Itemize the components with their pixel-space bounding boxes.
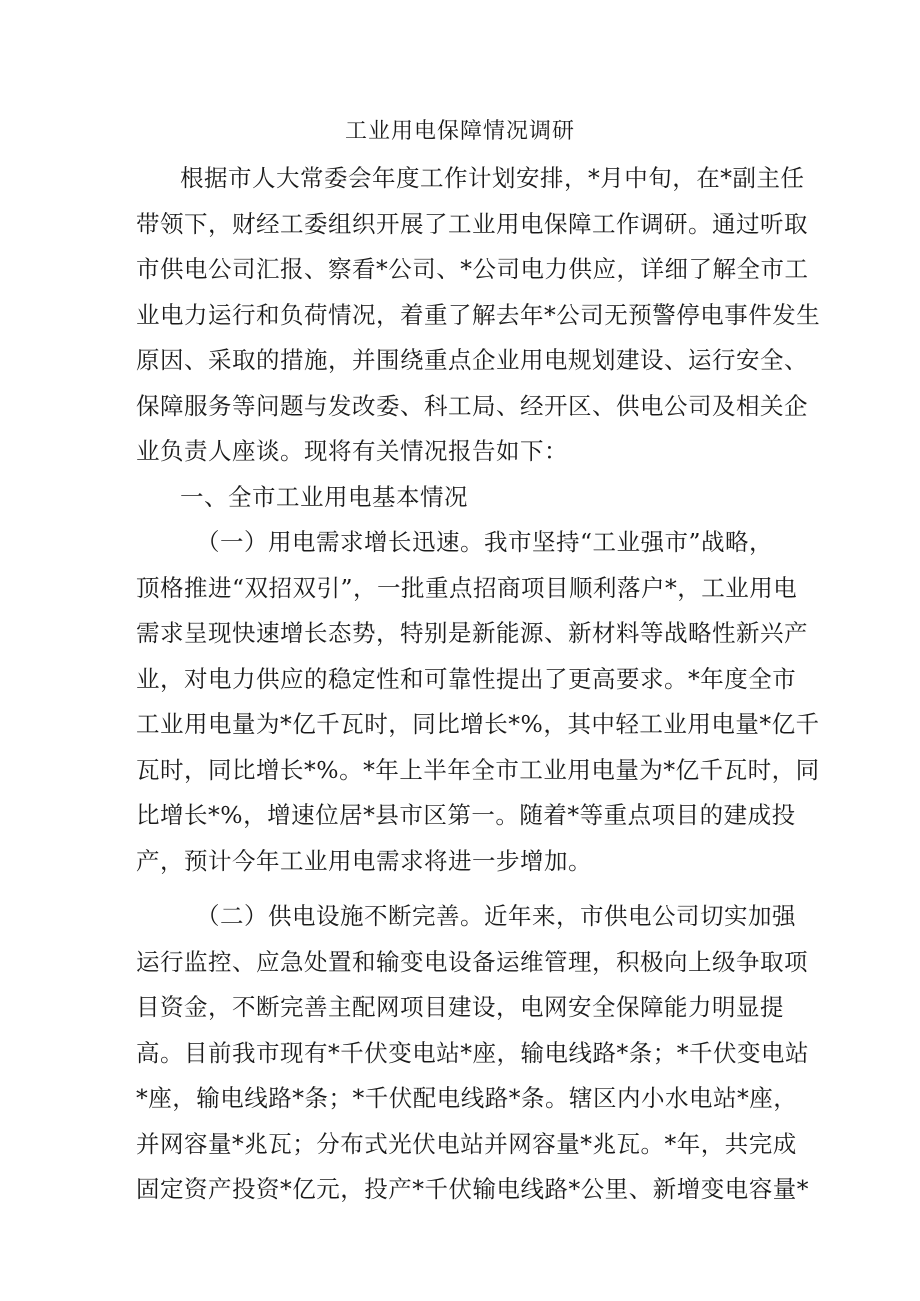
document-title: 工业用电保障情况调研: [344, 119, 575, 144]
paragraph-line: 比增长*%，增速位居*县市区第一。随着*等重点项目的建成投: [136, 801, 796, 829]
paragraph-line: 产，预计今年工业用电需求将进一步增加。: [136, 846, 592, 875]
section-heading: 一、全市工业用电基本情况: [180, 482, 468, 511]
paragraph-gap: [136, 884, 796, 894]
paragraph-line: 顶格推进“双招双引”，一批重点招商项目顺利落户*，工业用电: [136, 573, 798, 602]
subsection-line: （一）用电需求增长迅速。我市坚持“工业强市”战略，: [196, 528, 774, 556]
paragraph-line: 根据市人大常委会年度工作计划安排，*月中旬，在*副主任: [180, 164, 805, 192]
paragraph-line: 瓦时，同比增长*%。*年上半年全市工业用电量为*亿千瓦时，同: [136, 755, 820, 784]
document-body: [136, 156, 821, 1213]
paragraph-line: 带领下，财经工委组织开展了工业用电保障工作调研。通过听取: [136, 209, 808, 238]
paragraph-line: 业，对电力供应的稳定性和可靠性提出了更高要求。*年度全市: [136, 664, 797, 693]
paragraph-line: *座，输电线路*条；*千伏配电线路*条。辖区内小水电站*座，: [136, 1084, 798, 1112]
paragraph-line: 需求呈现快速增长态势，特别是新能源、新材料等战略性新兴产: [136, 619, 808, 647]
paragraph-line: 保障服务等问题与发改委、科工局、经开区、供电公司及相关企: [136, 391, 808, 420]
paragraph-line: 固定资产投资*亿元，投产*千伏输电线路*公里、新增变电容量*: [136, 1175, 809, 1203]
paragraph-line: 工业用电量为*亿千瓦时，同比增长*%，其中轻工业用电量*亿千: [136, 710, 820, 738]
paragraph-line: 原因、采取的措施，并围绕重点企业用电规划建设、运行安全、: [136, 346, 808, 374]
paragraph-line: 并网容量*兆瓦；分布式光伏电站并网容量*兆瓦。*年，共完成: [136, 1129, 797, 1158]
paragraph-line: 高。目前我市现有*千伏变电站*座，输电线路*条；*千伏变电站: [136, 1038, 809, 1067]
paragraph-line: 业负责人座谈。现将有关情况报告如下：: [136, 437, 568, 465]
paragraph-line: 运行监控、应急处置和输变电设备运维管理，积极向上级争取项: [136, 947, 808, 976]
paragraph-line: 市供电公司汇报、察看*公司、*公司电力供应，详细了解全市工: [136, 255, 809, 283]
subsection-line: （二）供电设施不断完善。近年来，市供电公司切实加强: [196, 902, 796, 930]
paragraph-line: 目资金，不断完善主配网项目建设，电网安全保障能力明显提: [136, 993, 784, 1021]
paragraph-line: 业电力运行和负荷情况，着重了解去年*公司无预警停电事件发生: [136, 300, 821, 329]
